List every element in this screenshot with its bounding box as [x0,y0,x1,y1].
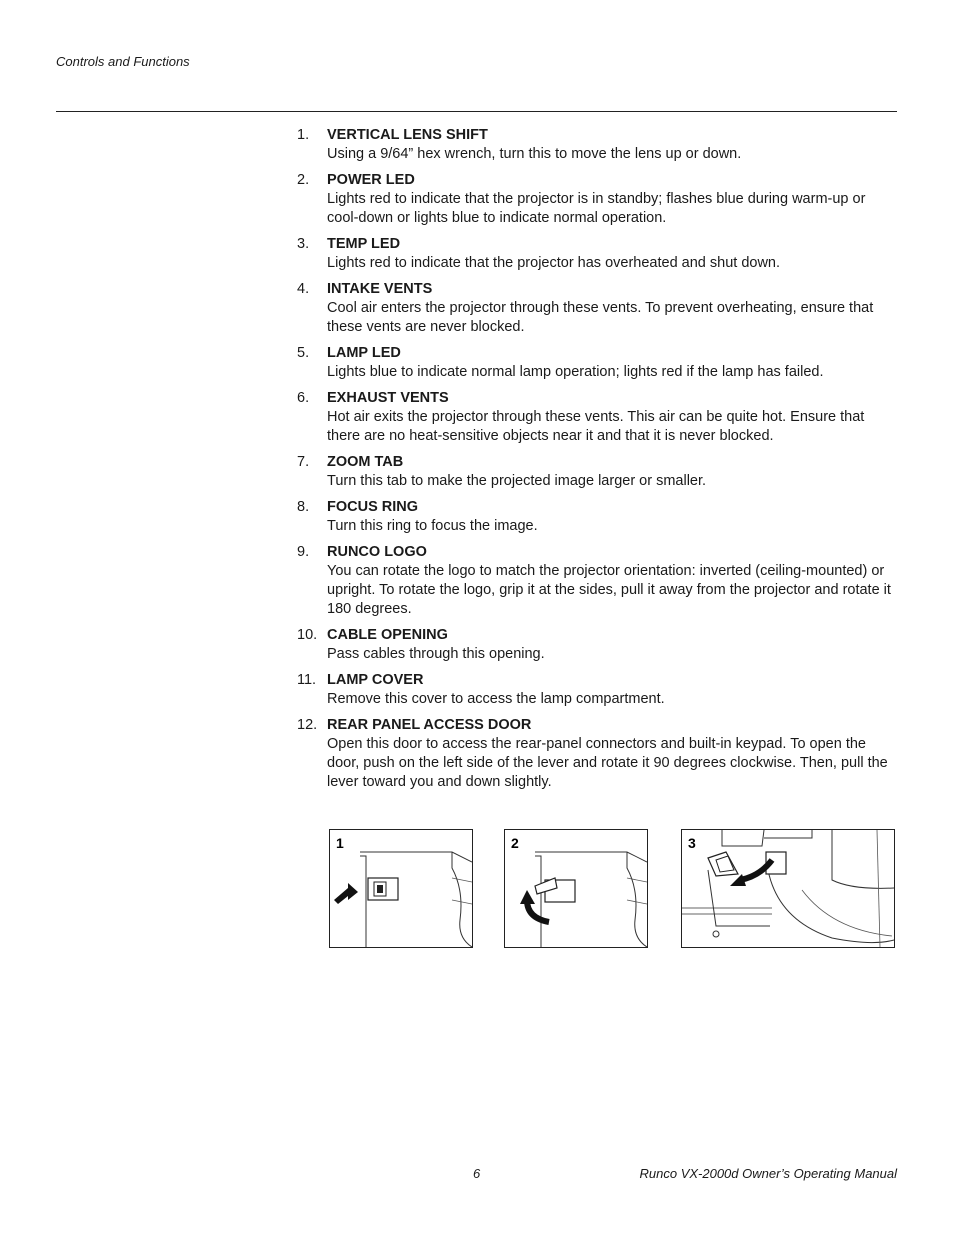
item-number: 12. [297,717,318,733]
figure-step-2 [504,829,648,948]
item-title: RUNCO LOGO [327,544,427,560]
item-title: FOCUS RING [327,499,419,515]
item-description: Cool air enters the projector through these vents. To prevent overheating, ensure that these vents are never blocked. [327,300,874,335]
list-item [297,543,897,619]
item-description: Hot air exits the projector through these vents. This air can be quite hot. Ensure that there are no heat-sensitive objects near it and that it is never blocked. [327,409,865,444]
item-number: 6. [297,390,310,406]
figure-step-1 [329,829,473,948]
item-number: 11. [297,672,317,688]
item-description: Turn this tab to make the projected image larger or smaller. [327,473,707,489]
list-item [297,389,897,446]
item-number: 4. [297,281,310,297]
item-title: VERTICAL LENS SHIFT [327,127,488,143]
item-number: 9. [297,544,310,560]
figure-label: 1 [336,835,344,851]
list-item [297,344,897,382]
item-number: 7. [297,454,310,470]
list-item [297,171,897,228]
item-title: TEMP LED [327,236,401,252]
list-item [297,716,897,792]
figure-label: 2 [511,835,519,851]
item-description: You can rotate the logo to match the projector orientation: inverted (ceiling-mounted) or upright. To rotate the logo, grip it at the sides, pull it away from the projector and rotate it 180 degrees. [327,563,891,617]
manual-title: Runco VX-2000d Owner’s Operating Manual [639,1166,897,1181]
item-description: Lights blue to indicate normal lamp operation; lights red if the lamp has failed. [327,364,824,380]
figure-label: 3 [688,835,696,851]
pull-door-illustration-icon [682,830,894,947]
item-title: POWER LED [327,172,415,188]
item-title: CABLE OPENING [327,627,448,643]
item-number: 10. [297,627,318,643]
item-title: REAR PANEL ACCESS DOOR [327,717,532,733]
list-item [297,280,897,337]
item-description: Remove this cover to access the lamp compartment. [327,691,665,707]
item-number: 1. [297,127,310,143]
item-description: Pass cables through this opening. [327,646,545,662]
item-description: Open this door to access the rear-panel connectors and built-in keypad. To open the door, push on the left side of the lever and rotate it 90 degrees clockwise. Then, pull the lever toward you and down slightly. [327,736,888,790]
item-description: Turn this ring to focus the image. [327,518,538,534]
figure-step-3 [681,829,895,948]
item-title: LAMP LED [327,345,401,361]
list-item [297,453,897,491]
item-number: 3. [297,236,310,252]
list-item [297,126,897,164]
item-title: ZOOM TAB [327,454,404,470]
item-title: LAMP COVER [327,672,424,688]
item-number: 8. [297,499,310,515]
item-number: 2. [297,172,310,188]
item-description: Lights red to indicate that the projector is in standby; flashes blue during warm-up or cool-down or lights blue to indicate normal operation. [327,191,866,226]
item-title: INTAKE VENTS [327,281,433,297]
header-rule [56,111,897,112]
list-item [297,498,897,536]
item-number: 5. [297,345,310,361]
rotate-lever-illustration-icon [505,830,647,947]
controls-list [297,126,897,799]
item-description: Lights red to indicate that the projector has overheated and shut down. [327,255,781,271]
page-number: 6 [473,1166,481,1181]
list-item [297,626,897,664]
list-item [297,671,897,709]
item-title: EXHAUST VENTS [327,390,449,406]
list-item [297,235,897,273]
running-header: Controls and Functions [56,54,190,69]
item-description: Using a 9/64” hex wrench, turn this to move the lens up or down. [327,146,742,162]
push-lever-illustration-icon [330,830,472,947]
